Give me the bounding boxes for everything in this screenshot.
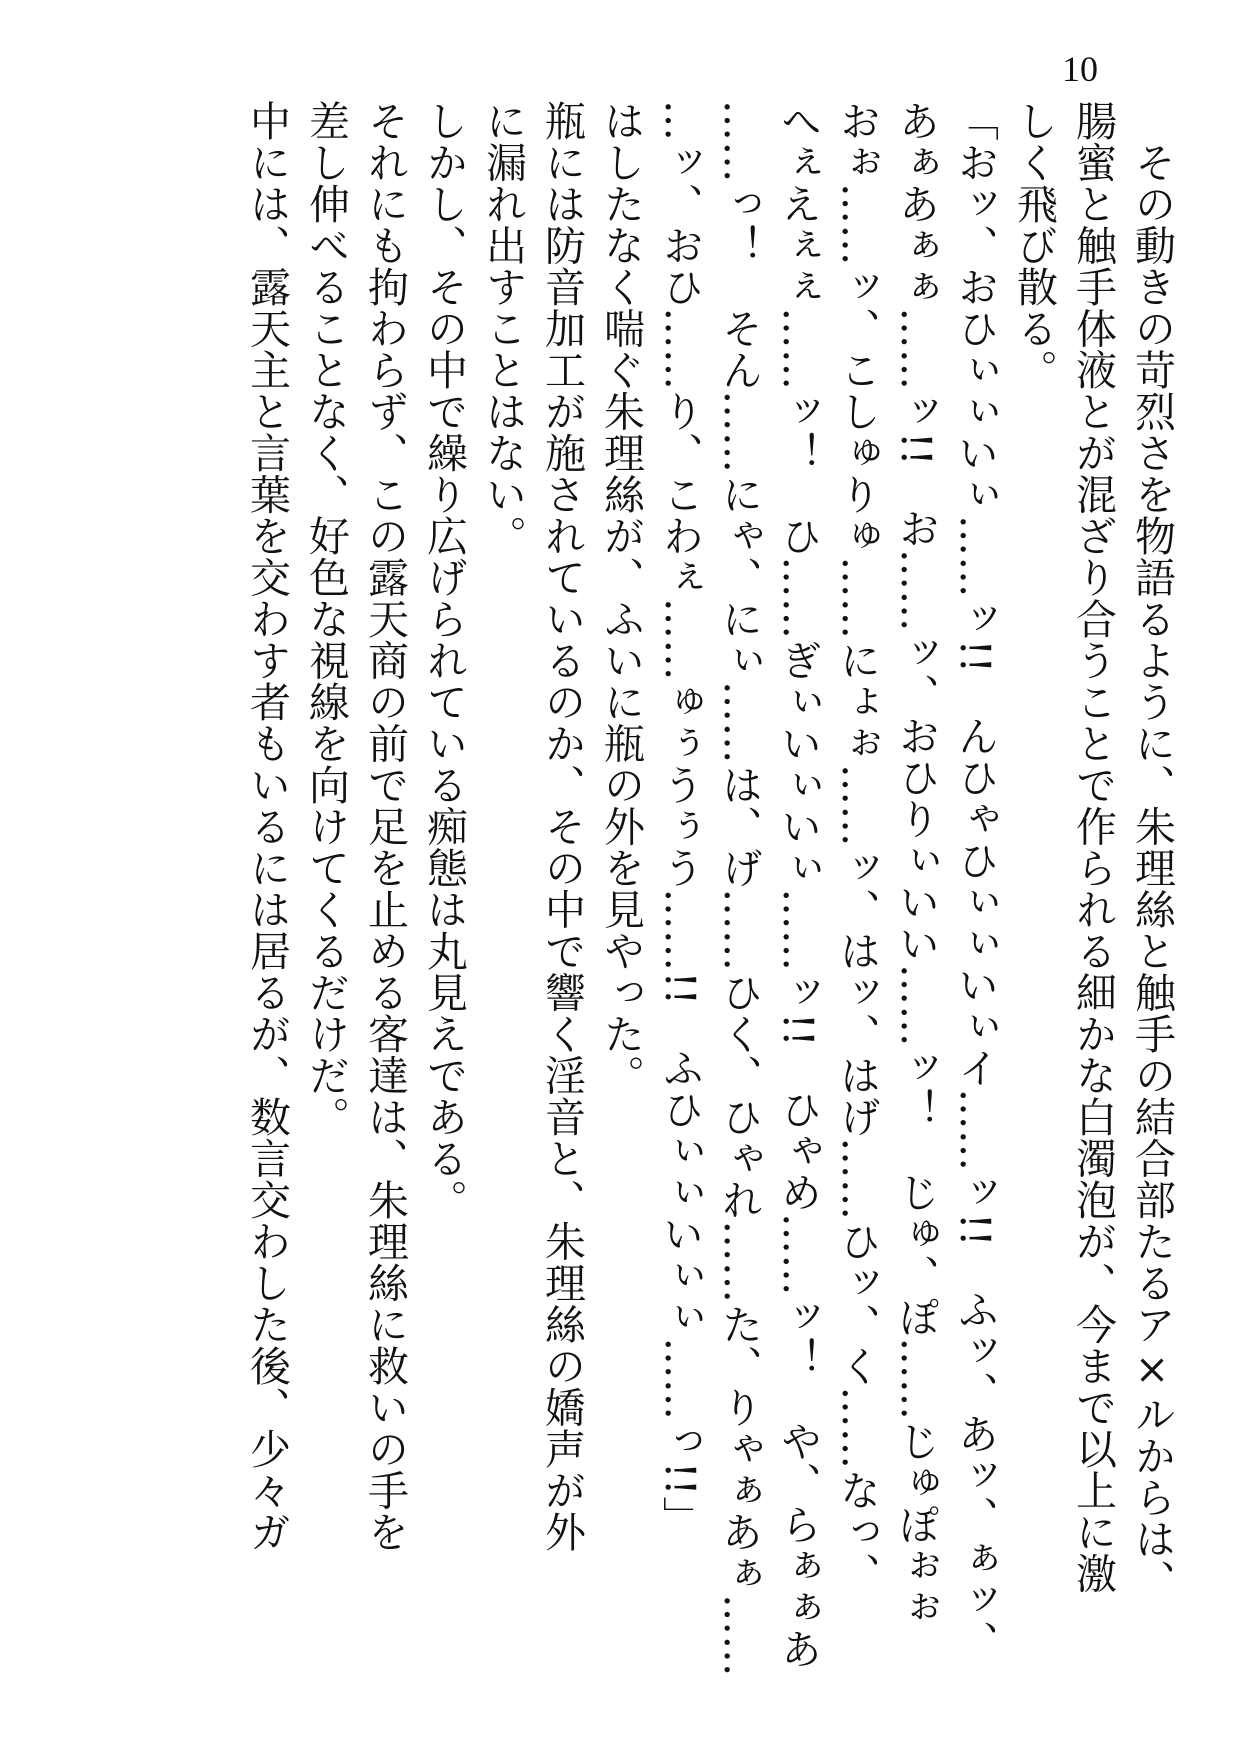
body-text [81,100,1181,1720]
text-line: 中には、露天主と言葉を交わす者もいるには居るが、数言交わした後、少々ガ [243,100,291,1553]
text-line: …ッ、おひ……り、こわぇ……ゅぅうぅう……!! ふひぃぃいぃぃ……っ!!」 [656,100,704,1538]
text-line: はしたなく喘ぐ朱理絲が、ふいに瓶の外を見やった。 [597,100,645,1096]
text-line: 瓶には防音加工が施されているのか、その中で響く淫音と、朱理絲の嬌声が外 [538,100,586,1553]
text-line: それにも拘わらず、この露天商の前で足を止める客達は、朱理絲に救いの手を [361,100,409,1553]
text-line: あぁあぁぁ……ッ!! お……ッ、おひりぃいい……ッ！ じゅ、ぽ……じゅぽぉぉ [892,100,940,1628]
text-line: 腸蜜と触手体液とが混ざり合うことで作られる細かな白濁泡が、今まで以上に激 [1069,100,1117,1594]
text-line: ……っ！ そん……にゃ、にぃ……は、げ……ひく、ひゃれ……た、りゃぁあぁ…… [715,100,763,1677]
text-line: その動きの苛烈さを物語るように、朱理絲と触手の結合部たるア×ルからは、 [1128,100,1176,1601]
text-line: に漏れ出すことはない。 [479,100,527,557]
text-line: しく飛び散る。 [1010,100,1058,391]
text-line: 差し伸べることなく、好色な視線を向けてくるだけだ。 [302,100,350,1138]
text-line: しかし、その中で繰り広げられている痴態は丸見えである。 [420,100,468,1221]
text-line: へぇえぇぇ……ッ！ ひ……ぎぃいぃいぃ……ッ!! ひゃめ……ッ！ や、らぁぁあ [774,100,822,1670]
text-line: 「おッ、おひぃぃいぃ……ッ!! んひゃひぃぃいぃイ……ッ!! ふッ、あッ、ぁッ、 [951,100,999,1662]
page-number: 10 [1062,49,1098,89]
text-line: おぉ……ッ、こしゅりゅ……にょぉ……ッ、はッ、はげ……ひッ、く……なっ、 [833,100,881,1594]
